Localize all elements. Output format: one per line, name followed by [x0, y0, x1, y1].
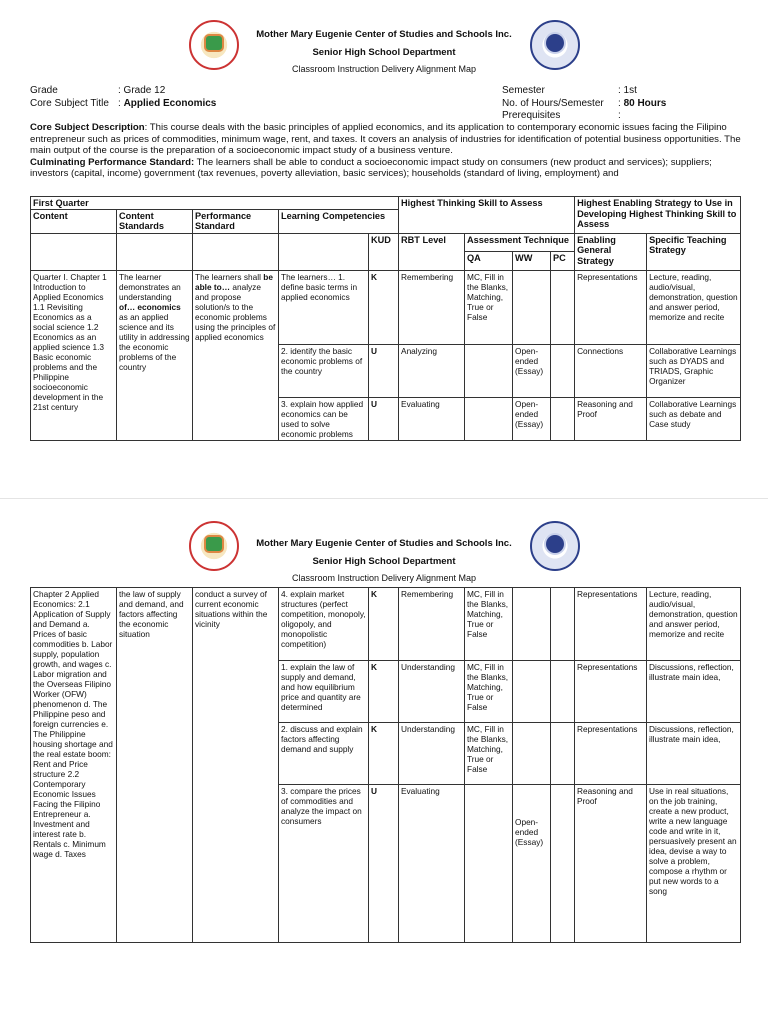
- table-row-qa: MC, Fill in the Blanks, Matching, True or False: [465, 270, 513, 344]
- table-row-ww: Open-ended (Essay): [513, 785, 551, 943]
- page-1: [0, 0, 768, 480]
- assessment-header: Assessment Technique: [465, 233, 575, 252]
- table-row-qa: [465, 397, 513, 440]
- table-row-qa: [465, 344, 513, 397]
- grade-value: : Grade 12: [118, 85, 166, 96]
- core-desc-label: Core Subject Description: [30, 122, 145, 133]
- perf-std-text: The learners shall be able to conduct a socioeconomic impact study on consumers (new product and services); suppliers; investors (capital, income) government (tax revenues, poverty alleviation, basic services); households (standard of living, employment) and: [30, 156, 712, 180]
- hours-value: 80 Hours: [623, 97, 667, 109]
- table-row-pc: [551, 785, 575, 943]
- table-row-rbt: Evaluating: [399, 397, 465, 440]
- table-row-lc: 3. explain how applied economics can be used to solve economic problems: [279, 397, 369, 440]
- table-row-sts: Collaborative Learnings such as debate and Case study: [647, 397, 741, 440]
- table-row-pc: [551, 723, 575, 785]
- table-row-eg: Representations: [575, 723, 647, 785]
- table-row-lc: 3. compare the prices of commodities and analyze the impact on consumers: [279, 785, 369, 943]
- table-row-ww: [513, 723, 551, 785]
- learning-comp-header: Learning Competencies: [279, 209, 399, 233]
- learning-comp-header-blank: [279, 233, 369, 270]
- meta-left: Grade : Grade 12 Core Subject Title : Applied Economics: [30, 85, 217, 109]
- table-row-kud: K: [369, 661, 399, 723]
- kud-header: KUD: [369, 233, 399, 270]
- quarter-header: First Quarter: [31, 197, 399, 210]
- content-cell: Quarter I. Chapter 1 Introduction to Applied Economics 1.1 Revisiting Economics as a social science 1.2 Economics as an applied science 1.3 Basic economic problems and the Philippine socioeconomic development in the 21st century: [31, 270, 117, 440]
- document-title: Classroom Instruction Delivery Alignment Map: [291, 64, 477, 74]
- table-row-rbt: Remembering: [399, 270, 465, 344]
- alignment-table-2: [30, 587, 741, 943]
- content-header-blank: [31, 233, 117, 270]
- table-row-kud: K: [369, 588, 399, 661]
- table-row-rbt: Understanding: [399, 661, 465, 723]
- table-row-lc: 2. discuss and explain factors affecting demand and supply: [279, 723, 369, 785]
- table-row-eg: Representations: [575, 270, 647, 344]
- table-row-ww: Open-ended (Essay): [513, 344, 551, 397]
- table-row-rbt: Analyzing: [399, 344, 465, 397]
- enabling-general-header: Enabling General Strategy: [575, 233, 647, 270]
- department-name: Senior High School Department: [312, 556, 456, 567]
- perf-std-label: Culminating Performance Standard:: [30, 156, 195, 168]
- page-2: [0, 498, 768, 1025]
- semester-value: : 1st: [618, 85, 637, 96]
- subject-label: Core Subject Title: [30, 97, 109, 109]
- page-header: [0, 24, 768, 74]
- table-row-kud: U: [369, 344, 399, 397]
- table-row-rbt: Evaluating: [399, 785, 465, 943]
- pc-header: PC: [551, 252, 575, 271]
- school-name: Mother Mary Eugenie Center of Studies and Schools Inc.: [256, 29, 512, 40]
- document-title: Classroom Instruction Delivery Alignment Map: [291, 573, 477, 583]
- specific-strategy-header: Specific Teaching Strategy: [647, 233, 741, 270]
- prereq-label: Prerequisites: [502, 110, 561, 121]
- rbt-header: RBT Level: [399, 233, 465, 270]
- qa-header: QA: [465, 252, 513, 271]
- table-row-lc: 1. explain the law of supply and demand, and how equilibrium price and quantity are determined: [279, 661, 369, 723]
- table-row-ww: [513, 661, 551, 723]
- alignment-table-1: [30, 196, 741, 441]
- content-std-cell: The learner demonstrates an understanding of… economics as an applied science and its utility in addressing the economic problems of the country: [117, 270, 193, 440]
- page-header: [0, 533, 768, 583]
- table-row-eg: Representations: [575, 661, 647, 723]
- table-row-kud: U: [369, 785, 399, 943]
- table-row-sts: Lecture, reading, audio/visual, demonstration, question and answer period, memorize and recite: [647, 270, 741, 344]
- table-row-lc: 4. explain market structures (perfect competition, monopoly, oligopoly, and monopolistic competition): [279, 588, 369, 661]
- semester-label: Semester: [502, 85, 545, 96]
- table-row-qa: [465, 785, 513, 943]
- prereq-value: :: [618, 110, 621, 121]
- table-row-eg: Reasoning and Proof: [575, 785, 647, 943]
- table-row-lc: The learners… 1. define basic terms in applied economics: [279, 270, 369, 344]
- enabling-strategy-header: Highest Enabling Strategy to Use in Developing Highest Thinking Skill to Assess: [575, 197, 741, 234]
- table-row-qa: MC, Fill in the Blanks, Matching, True or False: [465, 588, 513, 661]
- table-row-sts: Lecture, reading, audio/visual, demonstration, question and answer period, memorize and recite: [647, 588, 741, 661]
- core-desc-text: : This course deals with the basic principles of applied economics, and its application to contemporary economic issues facing the Filipino entrepreneur such as prices of commodities, minimum wage, rent, and taxes. It covers an analysis of industries for identification of potential business opportunities. The main output of the course is the preparation of a socioeconomic impact study of a business venture.: [30, 122, 741, 157]
- table-row-eg: Representations: [575, 588, 647, 661]
- content-std-cell: the law of supply and demand, and factors affecting the economic situation: [117, 588, 193, 943]
- table-row-eg: Connections: [575, 344, 647, 397]
- content-std-header: Content Standards: [117, 209, 193, 233]
- table-row-eg: Reasoning and Proof: [575, 397, 647, 440]
- table-row-kud: K: [369, 270, 399, 344]
- content-cell: Chapter 2 Applied Economics: 2.1 Application of Supply and Demand a. Prices of basic commodities b. Labor supply, population growth, and wages c. Labor migration and the Overseas Filipino Worker (OFW) phenomenon d. The Philippine peso and foreign currencies e. The Philippine housing shortage and the real estate boom: Rent and Price structure 2.2 Contemporary Economic Issues Facing the Filipino Entrepreneur a. Investment and interest rate b. Rentals c. Minimum wage d. Taxes: [31, 588, 117, 943]
- table-row-lc: 2. identify the basic economic problems of the country: [279, 344, 369, 397]
- table-row-rbt: Remembering: [399, 588, 465, 661]
- table-row-sts: Collaborative Learnings such as DYADS and TRIADS, Graphic Organizer: [647, 344, 741, 397]
- grade-label: Grade: [30, 85, 58, 96]
- department-name: Senior High School Department: [312, 47, 456, 58]
- table-row-kud: K: [369, 723, 399, 785]
- school-name: Mother Mary Eugenie Center of Studies and Schools Inc.: [256, 538, 512, 549]
- perf-std-header: Performance Standard: [193, 209, 279, 233]
- table-row-sts: Discussions, reflection, illustrate main idea,: [647, 661, 741, 723]
- table-row-ww: [513, 270, 551, 344]
- table-row-pc: [551, 270, 575, 344]
- ww-header: WW: [513, 252, 551, 271]
- table-row-kud: U: [369, 397, 399, 440]
- content-header: Content: [31, 209, 117, 233]
- subject-value: Applied Economics: [123, 97, 217, 109]
- table-row-qa: MC, Fill in the Blanks, Matching, True or False: [465, 723, 513, 785]
- table-row-sts: Discussions, reflection, illustrate main idea,: [647, 723, 741, 785]
- table-row-pc: [551, 661, 575, 723]
- thinking-skill-header: Highest Thinking Skill to Assess: [399, 197, 575, 234]
- table-row-pc: [551, 344, 575, 397]
- course-description: [30, 122, 742, 180]
- table-row-sts: Use in real situations, on the job training, create a new product, write a new language code and write in it, persuasively present an idea, devise a way to solve a problem, compose a rhythm or put new words to a song: [647, 785, 741, 943]
- perf-std-header-blank: [193, 233, 279, 270]
- perf-std-cell: conduct a survey of current economic situations within the vicinity: [193, 588, 279, 943]
- meta-right: Semester : 1st No. of Hours/Semester : 80 Hours Prerequisites :: [502, 85, 667, 121]
- perf-std-cell: The learners shall be able to… analyze and propose solution/s to the economic problems using the principles of applied economics: [193, 270, 279, 440]
- table-row-ww: Open-ended (Essay): [513, 397, 551, 440]
- table-row-pc: [551, 397, 575, 440]
- hours-label: No. of Hours/Semester: [502, 97, 604, 109]
- table-row-qa: MC, Fill in the Blanks, Matching, True or False: [465, 661, 513, 723]
- table-row-rbt: Understanding: [399, 723, 465, 785]
- table-row-ww: [513, 588, 551, 661]
- content-std-header-blank: [117, 233, 193, 270]
- table-row-pc: [551, 588, 575, 661]
